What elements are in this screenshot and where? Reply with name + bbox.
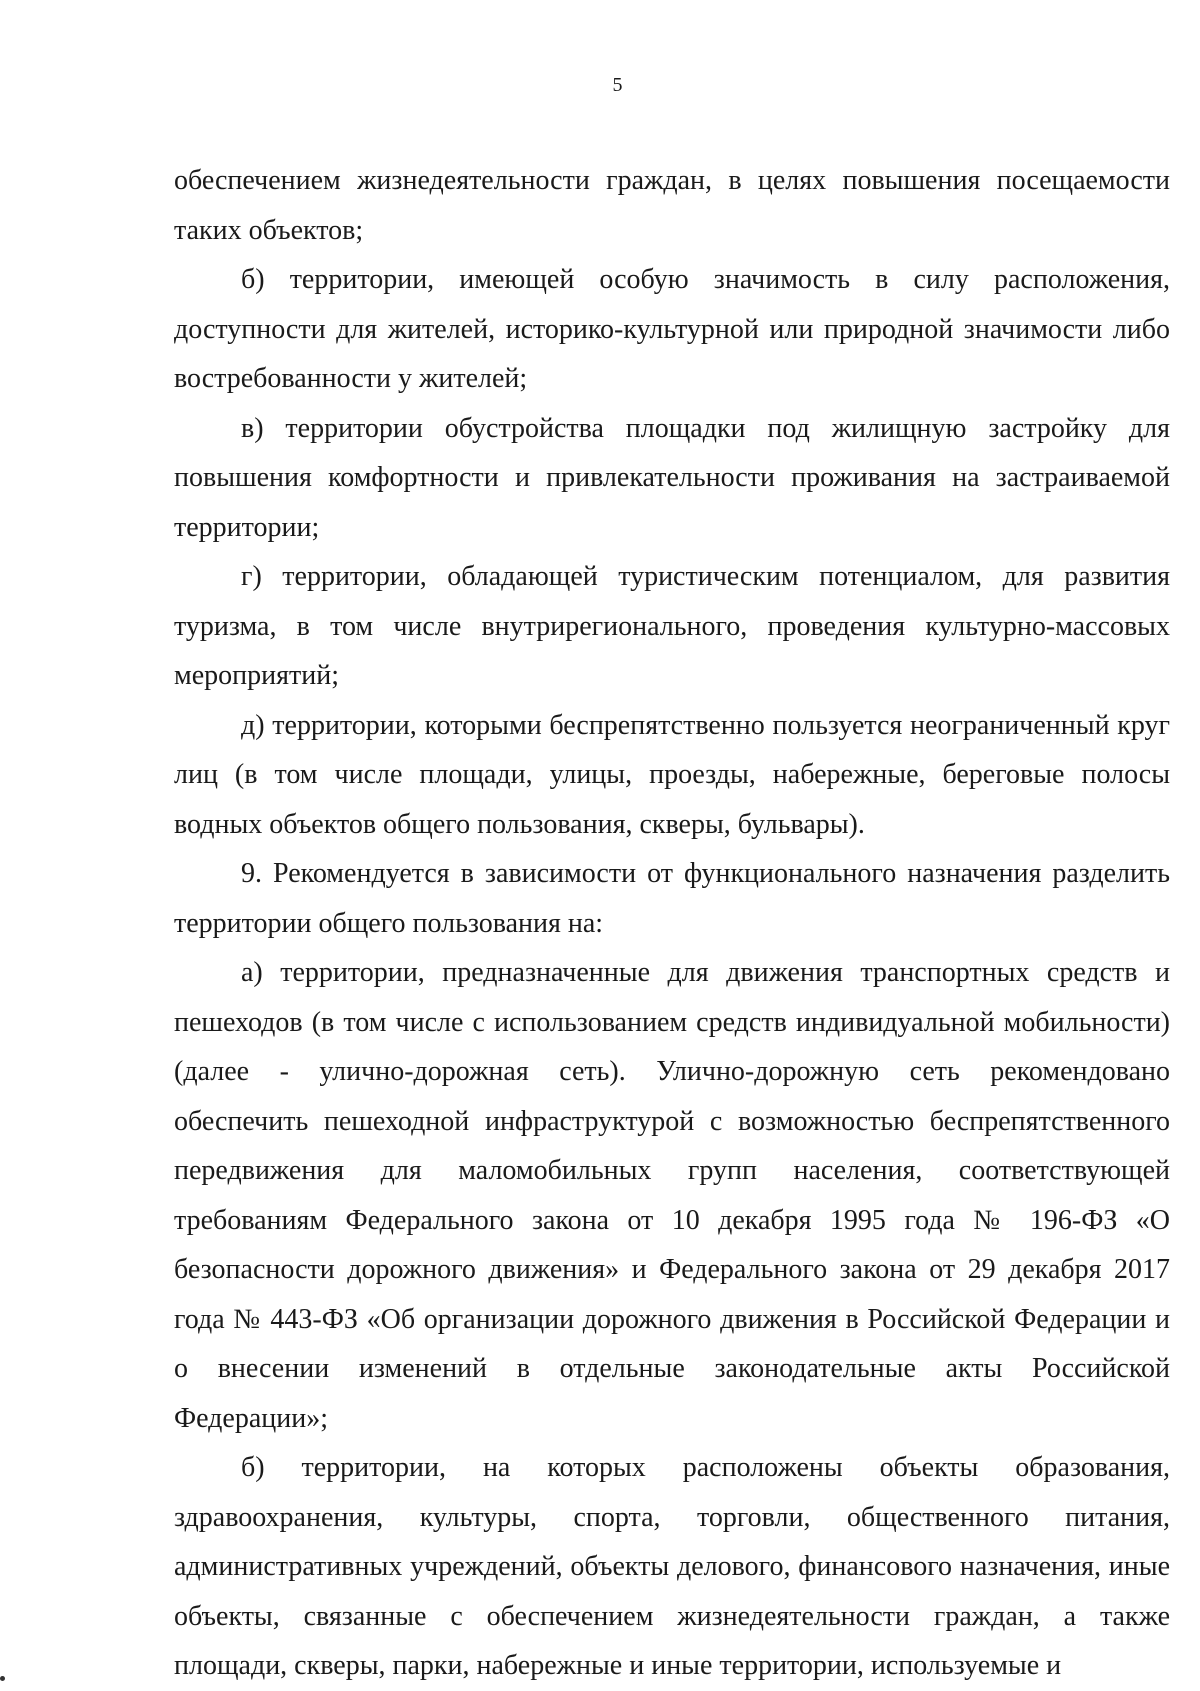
paragraph-continuation: обеспечением жизнедеятельности граждан, в целях повышения посещаемости таких объектов; bbox=[174, 165, 1170, 246]
paragraph-clause-9: 9. Рекомендуется в зависимости от функционального назначения разделить территории общего пользования на: bbox=[174, 858, 1170, 939]
page-number: 5 bbox=[612, 74, 623, 96]
document-body bbox=[174, 156, 1170, 1691]
paragraph-item-g-tourism: г) территории, обладающей туристическим потенциалом, для развития туризма, в том числе внутрирегионального, проведения культурно-массовых мероприятий; bbox=[174, 561, 1170, 691]
paragraph-item-v-housing: в) территории обустройства площадки под жилищную застройку для повышения комфортности и привлекательности проживания на застраиваемой территории; bbox=[174, 412, 1170, 543]
paragraph-item-d-public-use: д) территории, которыми беспрепятственно пользуется неограниченный круг лиц (в том числе площади, улицы, проезды, набережные, береговые полосы водных объектов общего пользования, скверы, бульвары). bbox=[174, 709, 1170, 840]
scan-edge-mark bbox=[0, 1676, 5, 1681]
paragraph-item-a-road-network: а) территории, предназначенные для движения транспортных средств и пешеходов (в том числе с использованием средств индивидуальной мобильности) (далее - улично-дорожная сеть). Улично-дорожную сеть рекомендовано обеспечить пешеходной инфраструктурой с возможностью беспрепятственного передвижения для маломобильных групп населения, соответствующей требованиям Федерального закона от 10 декабря 1995 года № 196-ФЗ «О безопасности дорожного движения» и Федерального закона от 29 декабря 2017 года № 443-ФЗ «Об организации дорожного движения в Российской Федерации и о внесении изменений в отдельные законодательные акты Российской Федерации»; bbox=[174, 957, 1170, 1434]
paragraph-item-b-significance: б) территории, имеющей особую значимость в силу расположения, доступности для жителей, историко-культурной или природной значимости либо востребованности у жителей; bbox=[174, 264, 1170, 394]
paragraph-item-b-facilities: б) территории, на которых расположены объекты образования, здравоохранения, культуры, спорта, торговли, общественного питания, административных учреждений, объекты делового, финансового назначения, иные объекты, связанные с обеспечением жизнедеятельности граждан, а также площади, скверы, парки, набережные и иные территории, используемые и bbox=[174, 1452, 1170, 1681]
